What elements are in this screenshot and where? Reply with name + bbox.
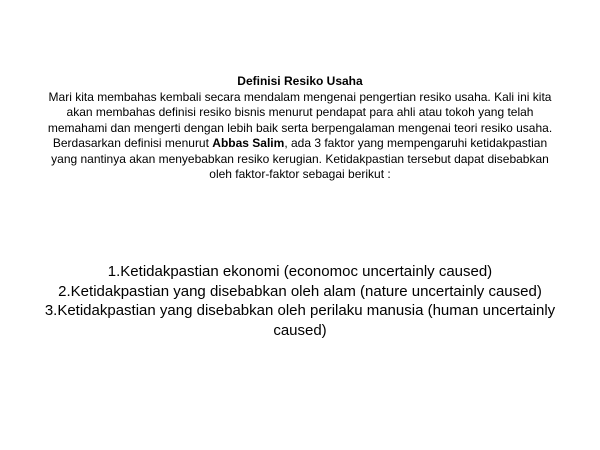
author-name: Abbas Salim [212, 136, 285, 150]
list-item-nature: 2.Ketidakpastian yang disebabkan oleh alam (nature uncertainly caused) [58, 282, 542, 300]
list-item-economic: 1.Ketidakpastian ekonomi (economoc uncertainly caused) [107, 263, 493, 280]
definition-section [40, 74, 560, 183]
paragraph-closing-text: , ada 3 faktor yang mempengaruhi ketidakpastian yang nantinya akan menyebabkan resiko kerugian. Ketidakpastian tersebut dapat disebabkan oleh faktor-faktor sebagai berikut : [51, 136, 549, 181]
document-title: Definisi Resiko Usaha [237, 74, 363, 88]
list-item-human: 3.Ketidakpastian yang disebabkan oleh perilaku manusia (human uncertainly caused) [44, 302, 556, 339]
uncertainty-factor-list [40, 262, 560, 340]
paragraph-intro-text: Mari kita membahas kembali secara mendalam mengenai pengertian resiko usaha. Kali ini kita akan membahas definisi resiko bisnis menurut pendapat para ahli atau tokoh yang telah memahami dan mengerti dengan lebih baik serta berpengalaman mengenai teori resiko usaha. Berdasarkan definisi menurut [47, 89, 553, 150]
definition-paragraph [40, 90, 560, 183]
